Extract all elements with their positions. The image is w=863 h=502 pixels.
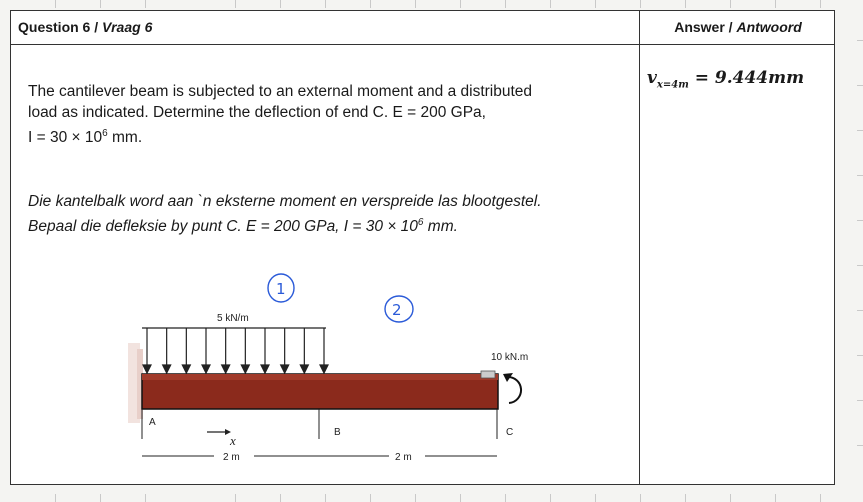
answer-label-af: Antwoord (736, 19, 802, 35)
load-arrowhead (163, 365, 171, 373)
ruler-top (0, 0, 863, 8)
annotation-1-label: 1 (276, 280, 286, 298)
problem-text-en-line3: $I = 30 \times 10^6$ mm. (28, 128, 143, 147)
load-arrowhead (202, 365, 210, 373)
end-cap (481, 371, 495, 378)
load-arrowhead (182, 365, 190, 373)
load-arrowhead (241, 365, 249, 373)
point-a-label: A (149, 417, 156, 428)
load-arrowhead (300, 365, 308, 373)
answer-label: Answer / (674, 19, 737, 35)
answer-title (640, 19, 836, 35)
question-label: Question 6 / (18, 19, 103, 35)
load-label: 5 kN/m (217, 313, 249, 324)
beam-highlight (142, 374, 498, 380)
moment-label: 10 kN.m (491, 352, 529, 363)
point-c-label: C (506, 427, 514, 438)
problem-text-af-line2: Bepaal die defleksie by punt C. E = 200 GPa, $I = 30 \times 10^6$ mm. (28, 217, 458, 236)
answer-variable: v (647, 68, 657, 88)
column-divider (639, 11, 640, 484)
beam-diagram (11, 11, 639, 486)
annotation-2-label: 2 (392, 301, 402, 319)
question-label-af: Vraag 6 (102, 19, 153, 35)
problem-text-en-line2: load as indicated. Determine the deflection of end C. E = 200 GPa, (28, 104, 486, 121)
question-table (10, 10, 835, 485)
distributed-load (142, 328, 328, 373)
span-ab-label: 2 m (223, 452, 240, 463)
problem-text-af-line1: Die kantelbalk word aan `n eksterne moment en verspreide las blootgestel. (28, 193, 542, 210)
load-arrowhead (261, 365, 269, 373)
answer-number: 9.444mm (714, 68, 805, 88)
answer-equals: = (688, 68, 715, 88)
moment-arrow (507, 377, 521, 403)
answer-subscript: x=4m (656, 79, 689, 91)
load-arrows (143, 328, 328, 373)
point-b-label: B (334, 427, 341, 438)
problem-text-en-line1: The cantilever beam is subjected to an external moment and a distributed (28, 83, 533, 100)
load-arrowhead (143, 365, 151, 373)
x-axis-label: x (230, 433, 236, 448)
load-arrowhead (281, 365, 289, 373)
answer-value (647, 68, 832, 90)
ruler-bottom (0, 494, 863, 502)
load-arrowhead (320, 365, 328, 373)
ruler-right (843, 0, 863, 502)
span-bc-label: 2 m (395, 452, 412, 463)
load-arrowhead (222, 365, 230, 373)
